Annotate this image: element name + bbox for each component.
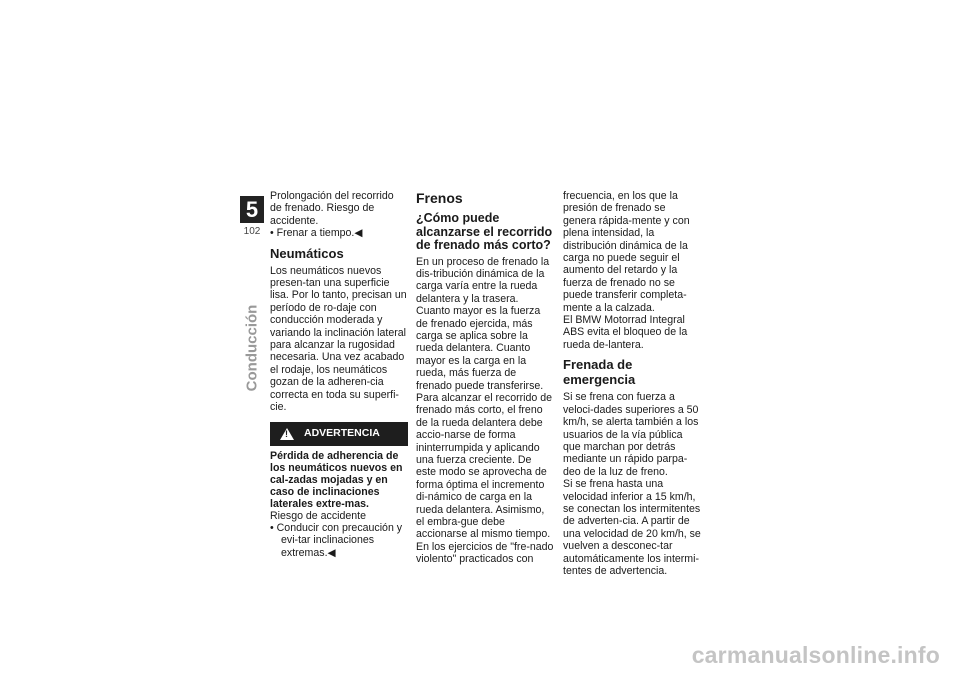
warning-title: Pérdida de adherencia de los neumáticos nuevos en cal-zadas mojadas y en caso de inclinaciones laterales extre-mas. — [270, 449, 403, 510]
column-2 — [416, 190, 554, 566]
emergencia-body-1: Si se frena con fuerza a veloci-dades superiores a 50 km/h, se alerta también a los usuarios de la vía pública que marchan por detrás mediante un rápido parpa-deo de la luz de freno. — [563, 391, 699, 478]
intro-text: Prolongación del recorrido de frenado. Riesgo de accidente. — [270, 190, 394, 227]
frenado-body-1: En un proceso de frenado la dis-tribución dinámica de la carga varía entre la rueda delantera y la trasera. Cuanto mayor es la fuerza de frenado ejercida, más carga se aplica sobre la rueda delantera. Cuanto mayor es la carga en la rueda, más fuerza de frenado puede transferirse. — [416, 255, 550, 392]
intro-bullet: • Frenar a tiempo.◀ — [270, 227, 363, 240]
frenos-heading: Frenos — [416, 190, 463, 206]
emergencia-heading: Frenada de emergencia — [563, 357, 636, 388]
emergencia-body-2: Si se frena hasta una velocidad inferior a 15 km/h, se conectan los intermitentes de adverten-cia. A partir de una velocidad de 20 km/h, se vuelven a desconec-tar automáticamente los intermi-tentes de advertencia. — [563, 478, 701, 577]
warning-triangle-icon — [280, 428, 294, 440]
frenado-body-2: Para alcanzar el recorrido de frenado más corto, el freno de la rueda delantera debe accio-narse de forma ininterrumpida y aplicando una fuerza creciente. De este modo se aprovecha de forma óptima el incremento di-námico de carga en la rueda delantera. Asimismo, el embra-gue debe accionarse al mismo tiempo. En los ejercicios de "fre-nado violento" practicados con — [416, 391, 554, 566]
watermark: carmanualsonline.info — [691, 642, 940, 668]
page-number: 102 — [243, 226, 261, 237]
frenado-subheading: ¿Cómo puede alcanzarse el recorrido de frenado más corto? — [416, 211, 553, 252]
column-3 — [563, 190, 701, 577]
neumaticos-heading: Neumáticos — [270, 245, 344, 261]
warning-bullet: • Conducir con precaución y evi-tar inclinaciones extremas.◀ — [270, 521, 403, 559]
warning-label: ADVERTENCIA — [304, 427, 380, 440]
neumaticos-body: Los neumáticos nuevos presen-tan una superficie lisa. Por lo tanto, precisan un período de ro-daje con conducción moderada y variando la inclinación lateral para alcanzar la rugosidad necesaria. Una vez acabado el rodaje, los neumáticos gozan de la adheren-cia correcta en toda su superfi-cie. — [270, 264, 407, 414]
column-1 — [270, 190, 408, 559]
warning-banner — [270, 422, 408, 446]
chapter-title: Conducción — [243, 304, 261, 392]
abs-body: El BMW Motorrad Integral ABS evita el bloqueo de la rueda de-lantera. — [563, 314, 688, 351]
warning-risk: Riesgo de accidente — [270, 509, 366, 522]
frenado-body-3: frecuencia, en los que la presión de frenado se genera rápida-mente y con plena intensidad, la distribución dinámica de la carga no puede seguir el aumento del retardo y la fuerza de frenado no se puede transferir completa-mente a la calzada. — [563, 190, 690, 314]
chapter-number: 5 — [240, 196, 264, 223]
